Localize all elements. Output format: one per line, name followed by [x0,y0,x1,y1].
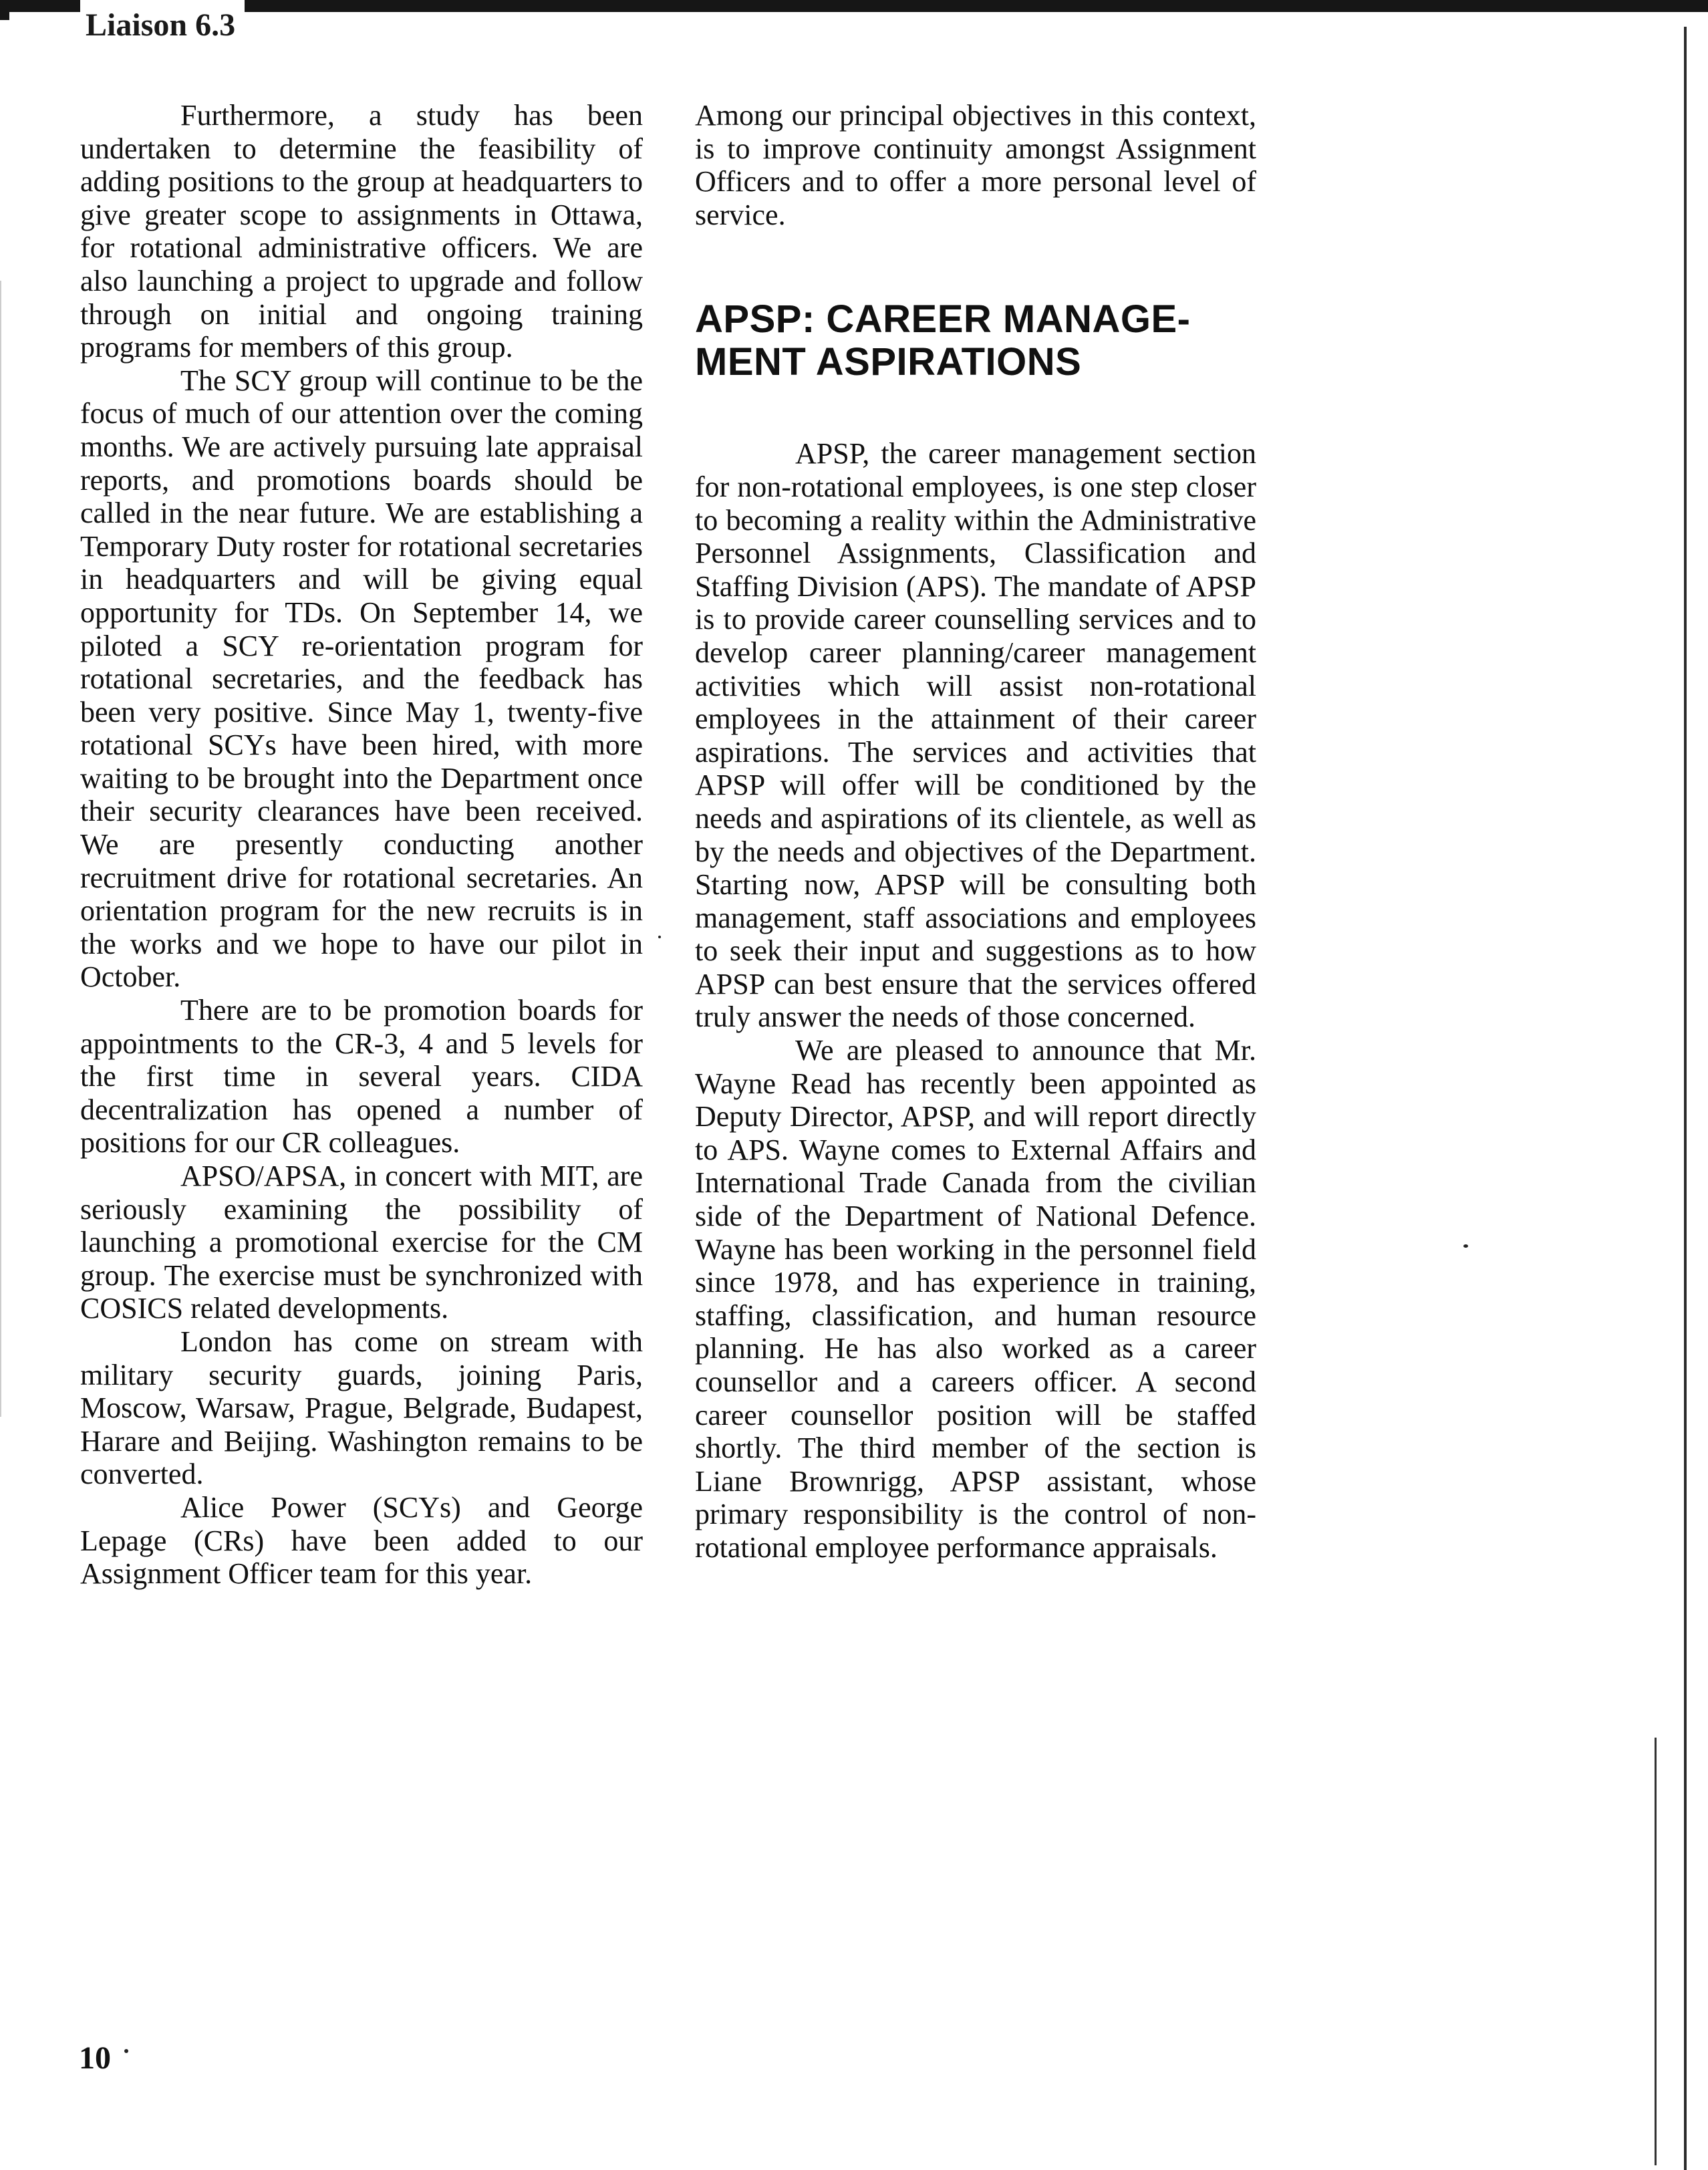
right-page-edge-inner [1655,1738,1657,2165]
top-left-scan-mark [0,0,9,20]
running-head: Liaison 6.3 [80,0,245,45]
left-paragraph-2: The SCY group will continue to be the focus of much of our attention over the coming months. We are actively pursuing late appraisal reports, and promotions boards should be called in the near future. We are establishing a Temporary Duty roster for rotational secretaries in headquarters and will be giving equal opportunity for TDs. On September 14, we piloted a SCY re-orientation program for rotational secretaries, and the feedback has been very positive. Since May 1, twenty-five rotational SCYs have been hired, with more waiting to be brought into the Department once their security clearances have been received. We are presently conducting another recruitment drive for rotational secretaries. An orientation program for the new recruits is in the works and we hope to have our pilot in October. [80,364,643,994]
section-heading: APSP: CAREER MANAGE- MENT ASPIRATIONS [695,297,1191,384]
left-page-edge [0,281,1,1417]
scan-speck [658,936,661,938]
right-column [695,99,1256,1565]
top-scan-rule [0,0,1708,12]
left-paragraph-5: London has come on stream with military security guards, joining Paris, Moscow, Warsaw, Prague, Belgrade, Budapest, Harare and Beijing. Washington remains to be converted. [80,1325,643,1491]
right-paragraph-2: We are pleased to announce that Mr. Wayne Read has recently been appointed as Deputy Director, APSP, and will report directly to APS. Wayne comes to External Affairs and International Trade Canada from the civilian side of the Department of National Defence. Wayne has been working in the personnel field since 1978, and has experience in training, staffing, classification, and human resource planning. He has also worked as a career counsellor and a careers officer. A second career counsellor position will be staffed shortly. The third member of the section is Liane Brownrigg, APSP assistant, whose primary responsibility is the control of non-rotational employee performance appraisals. [695,1034,1256,1564]
left-paragraph-1: Furthermore, a study has been undertaken to determine the feasibility of adding positions to the group at headquarters to give greater scope to assignments in Ottawa, for rotational administrative officers. We are also launching a project to upgrade and follow through on initial and ongoing training programs for members of this group. [80,99,643,364]
right-page-edge [1684,27,1687,2170]
left-column [80,99,643,1591]
page-number-dot [124,2049,128,2053]
page-number: 10 [79,2040,111,2076]
left-paragraph-3: There are to be promotion boards for appointments to the CR-3, 4 and 5 levels for the first time in several years. CIDA decentralization has opened a number of positions for our CR colleagues. [80,994,643,1160]
right-intro-paragraph: Among our principal objectives in this context, is to improve continuity amongst Assignment Officers and to offer a more personal level of service. [695,99,1256,231]
right-paragraph-1: APSP, the career management section for non-rotational employees, is one step closer to becoming a reality within the Administrative Personnel Assignments, Classification and Staffing Division (APS). The mandate of APSP is to provide career counselling services and to develop career planning/career management activities which will assist non-rotational employees in the attainment of their career aspirations. The services and activities that APSP will offer will be conditioned by the needs and aspirations of its clientele, as well as by the needs and objectives of the Department. Starting now, APSP will be consulting both management, staff associations and employees to seek their input and suggestions as to how APSP can best ensure that the services offered truly answer the needs of those concerned. [695,437,1256,1034]
scan-speck [1463,1244,1468,1248]
left-paragraph-4: APSO/APSA, in concert with MIT, are seriously examining the possibility of launching a promotional exercise for the CM group. The exercise must be synchronized with COSICS related developments. [80,1160,643,1325]
left-paragraph-6: Alice Power (SCYs) and George Lepage (CRs) have been added to our Assignment Officer team for this year. [80,1490,643,1591]
